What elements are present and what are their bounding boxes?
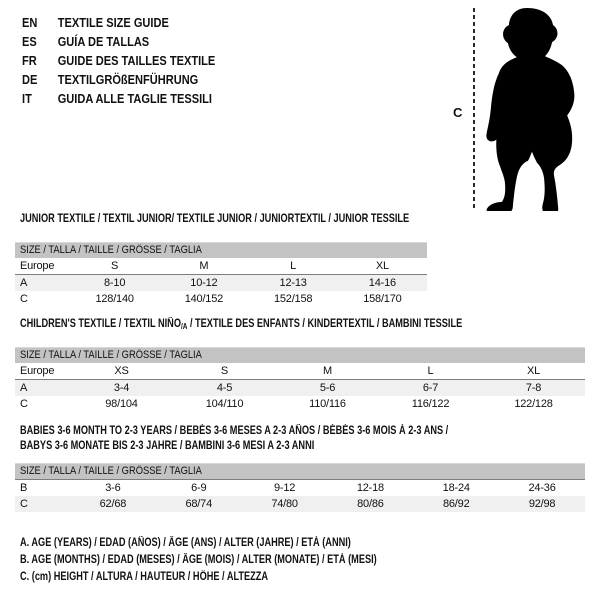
language-title: GUIDE DES TAILLES TEXTILE <box>57 53 216 68</box>
language-title: GUÍA DE TALLAS <box>57 34 150 49</box>
table-cell: M <box>323 365 332 377</box>
table-cell: 12-13 <box>279 277 307 289</box>
row-label: A <box>20 277 28 289</box>
language-list <box>22 13 249 108</box>
note-b-text: B. AGE (MONTHS) / EDAD (MESES) / ÂGE (MOIS) / ALTER (MONATE) / ETÀ (MESI) <box>20 554 377 566</box>
row-label: C <box>20 293 28 305</box>
table-cell: 98/104 <box>105 398 138 410</box>
table-cell: 10-12 <box>190 277 218 289</box>
children-size-table <box>15 347 585 412</box>
babies-size-table <box>15 463 585 512</box>
section-junior <box>15 213 427 307</box>
language-code: DE <box>22 72 38 87</box>
table-cell: 8-10 <box>104 277 126 289</box>
table-cell: 104/110 <box>205 398 244 410</box>
language-row <box>22 89 215 108</box>
table-cell: 152/158 <box>273 293 313 305</box>
language-code: EN <box>22 15 38 30</box>
table-cell: L <box>290 260 297 272</box>
table-cell: 110/116 <box>309 398 346 410</box>
table-cell: 3-4 <box>113 382 130 394</box>
height-label: C <box>453 105 463 120</box>
table-row-c <box>15 496 585 512</box>
size-header-text: SIZE / TALLA / TAILLE / GRÖSSE / TAGLIA <box>20 465 202 477</box>
children-title-post: / TEXTILE DES ENFANTS / KINDERTEXTIL / BAMBINI TESSILE <box>187 318 463 330</box>
children-table-title <box>20 318 585 331</box>
section-babies <box>15 424 585 512</box>
table-cell: XL <box>526 365 541 377</box>
table-cell: 4-5 <box>216 382 233 394</box>
row-label: C <box>20 498 28 510</box>
table-cell: 14-16 <box>368 277 396 289</box>
language-row <box>22 32 215 51</box>
table-cell: XS <box>114 365 129 377</box>
size-header-text: SIZE / TALLA / TAILLE / GRÖSSE / TAGLIA <box>20 349 202 361</box>
children-table-title-text <box>20 318 462 333</box>
babies-table-title <box>20 424 585 454</box>
junior-size-table <box>15 242 427 307</box>
row-label: Europe <box>20 365 55 377</box>
language-title: TEXTILE SIZE GUIDE <box>57 15 169 30</box>
size-header-bar <box>15 463 585 480</box>
table-cell: 158/170 <box>363 293 402 305</box>
table-cell: 92/98 <box>528 498 556 510</box>
table-row-a <box>15 380 585 396</box>
table-cell: 62/68 <box>99 498 127 510</box>
table-row-c <box>15 396 585 412</box>
language-row <box>22 51 215 70</box>
note-line-b <box>20 552 466 569</box>
size-header-bar <box>15 347 585 363</box>
section-children <box>15 318 585 412</box>
table-cell: 24-36 <box>528 482 556 494</box>
children-title-pre: CHILDREN'S TEXTILE / TEXTIL NIÑO <box>20 318 181 330</box>
legend-notes <box>20 535 466 586</box>
row-label: A <box>20 382 28 394</box>
table-cell: XL <box>375 260 389 272</box>
table-cell: L <box>427 365 434 377</box>
row-label: Europe <box>20 260 55 272</box>
row-label: C <box>20 398 28 410</box>
table-cell: 6-9 <box>191 482 207 494</box>
language-row <box>22 13 215 32</box>
language-row <box>22 70 215 89</box>
row-label: B <box>20 482 28 494</box>
table-row-a <box>15 275 427 291</box>
size-header-text: SIZE / TALLA / TAILLE / GRÖSSE / TAGLIA <box>20 244 202 256</box>
table-row-europe <box>15 258 427 275</box>
children-title-subscript: /A <box>180 322 188 331</box>
table-cell: 140/152 <box>184 293 224 305</box>
table-cell: 9-12 <box>273 482 296 494</box>
note-line-c <box>20 569 466 586</box>
table-cell: S <box>111 260 119 272</box>
babies-title-line1-text: BABIES 3-6 MONTH TO 2-3 YEARS / BEBÉS 3-6 MESES A 2-3 AÑOS / BÉBÉS 3-6 MOIS À 2-3 ANS / <box>20 425 449 437</box>
table-cell: 12-18 <box>356 482 384 494</box>
table-row-b <box>15 480 585 496</box>
table-cell: 7-8 <box>525 382 542 394</box>
language-code: FR <box>22 53 37 68</box>
language-title: TEXTILGRÖßENFÜHRUNG <box>57 72 199 87</box>
language-code: IT <box>22 91 32 106</box>
table-cell: 18-24 <box>442 482 470 494</box>
babies-title-line2 <box>20 439 585 454</box>
junior-table-title <box>20 213 427 226</box>
table-cell: 6-7 <box>422 382 439 394</box>
table-cell: 122/128 <box>514 398 553 410</box>
table-cell: 68/74 <box>185 498 212 510</box>
babies-title-line2-text: BABYS 3-6 MONATE BIS 2-3 JAHRE / BAMBINI 3-6 MESI A 2-3 ANNI <box>20 440 315 452</box>
junior-table-title-text: JUNIOR TEXTILE / TEXTIL JUNIOR/ TEXTILE JUNIOR / JUNIORTEXTIL / JUNIOR TESSILE <box>20 213 410 225</box>
table-row-europe <box>15 363 585 380</box>
note-c-text: C. (cm) HEIGHT / ALTURA / HAUTEUR / HÖHE / ALTEZZA <box>20 571 269 583</box>
babies-title-line1 <box>20 424 585 439</box>
table-cell: 86/92 <box>442 498 470 510</box>
language-title: GUIDA ALLE TAGLIE TESSILI <box>57 91 213 106</box>
height-dashed-line <box>473 8 475 208</box>
baby-silhouette-icon <box>482 5 594 211</box>
table-cell: S <box>220 365 229 377</box>
note-line-a <box>20 535 466 552</box>
table-cell: 116/122 <box>411 398 450 410</box>
table-cell: 5-6 <box>319 382 336 394</box>
table-cell: 74/80 <box>271 498 298 510</box>
language-code: ES <box>22 34 37 49</box>
table-row-c <box>15 291 427 307</box>
table-cell: 128/140 <box>95 293 134 305</box>
note-a-text: A. AGE (YEARS) / EDAD (AÑOS) / ÂGE (ANS) / ALTER (JAHRE) / ETÀ (ANNI) <box>20 537 351 549</box>
table-cell: 3-6 <box>105 482 121 494</box>
table-cell: 80/86 <box>357 498 384 510</box>
table-cell: M <box>199 260 209 272</box>
size-header-bar <box>15 242 427 258</box>
